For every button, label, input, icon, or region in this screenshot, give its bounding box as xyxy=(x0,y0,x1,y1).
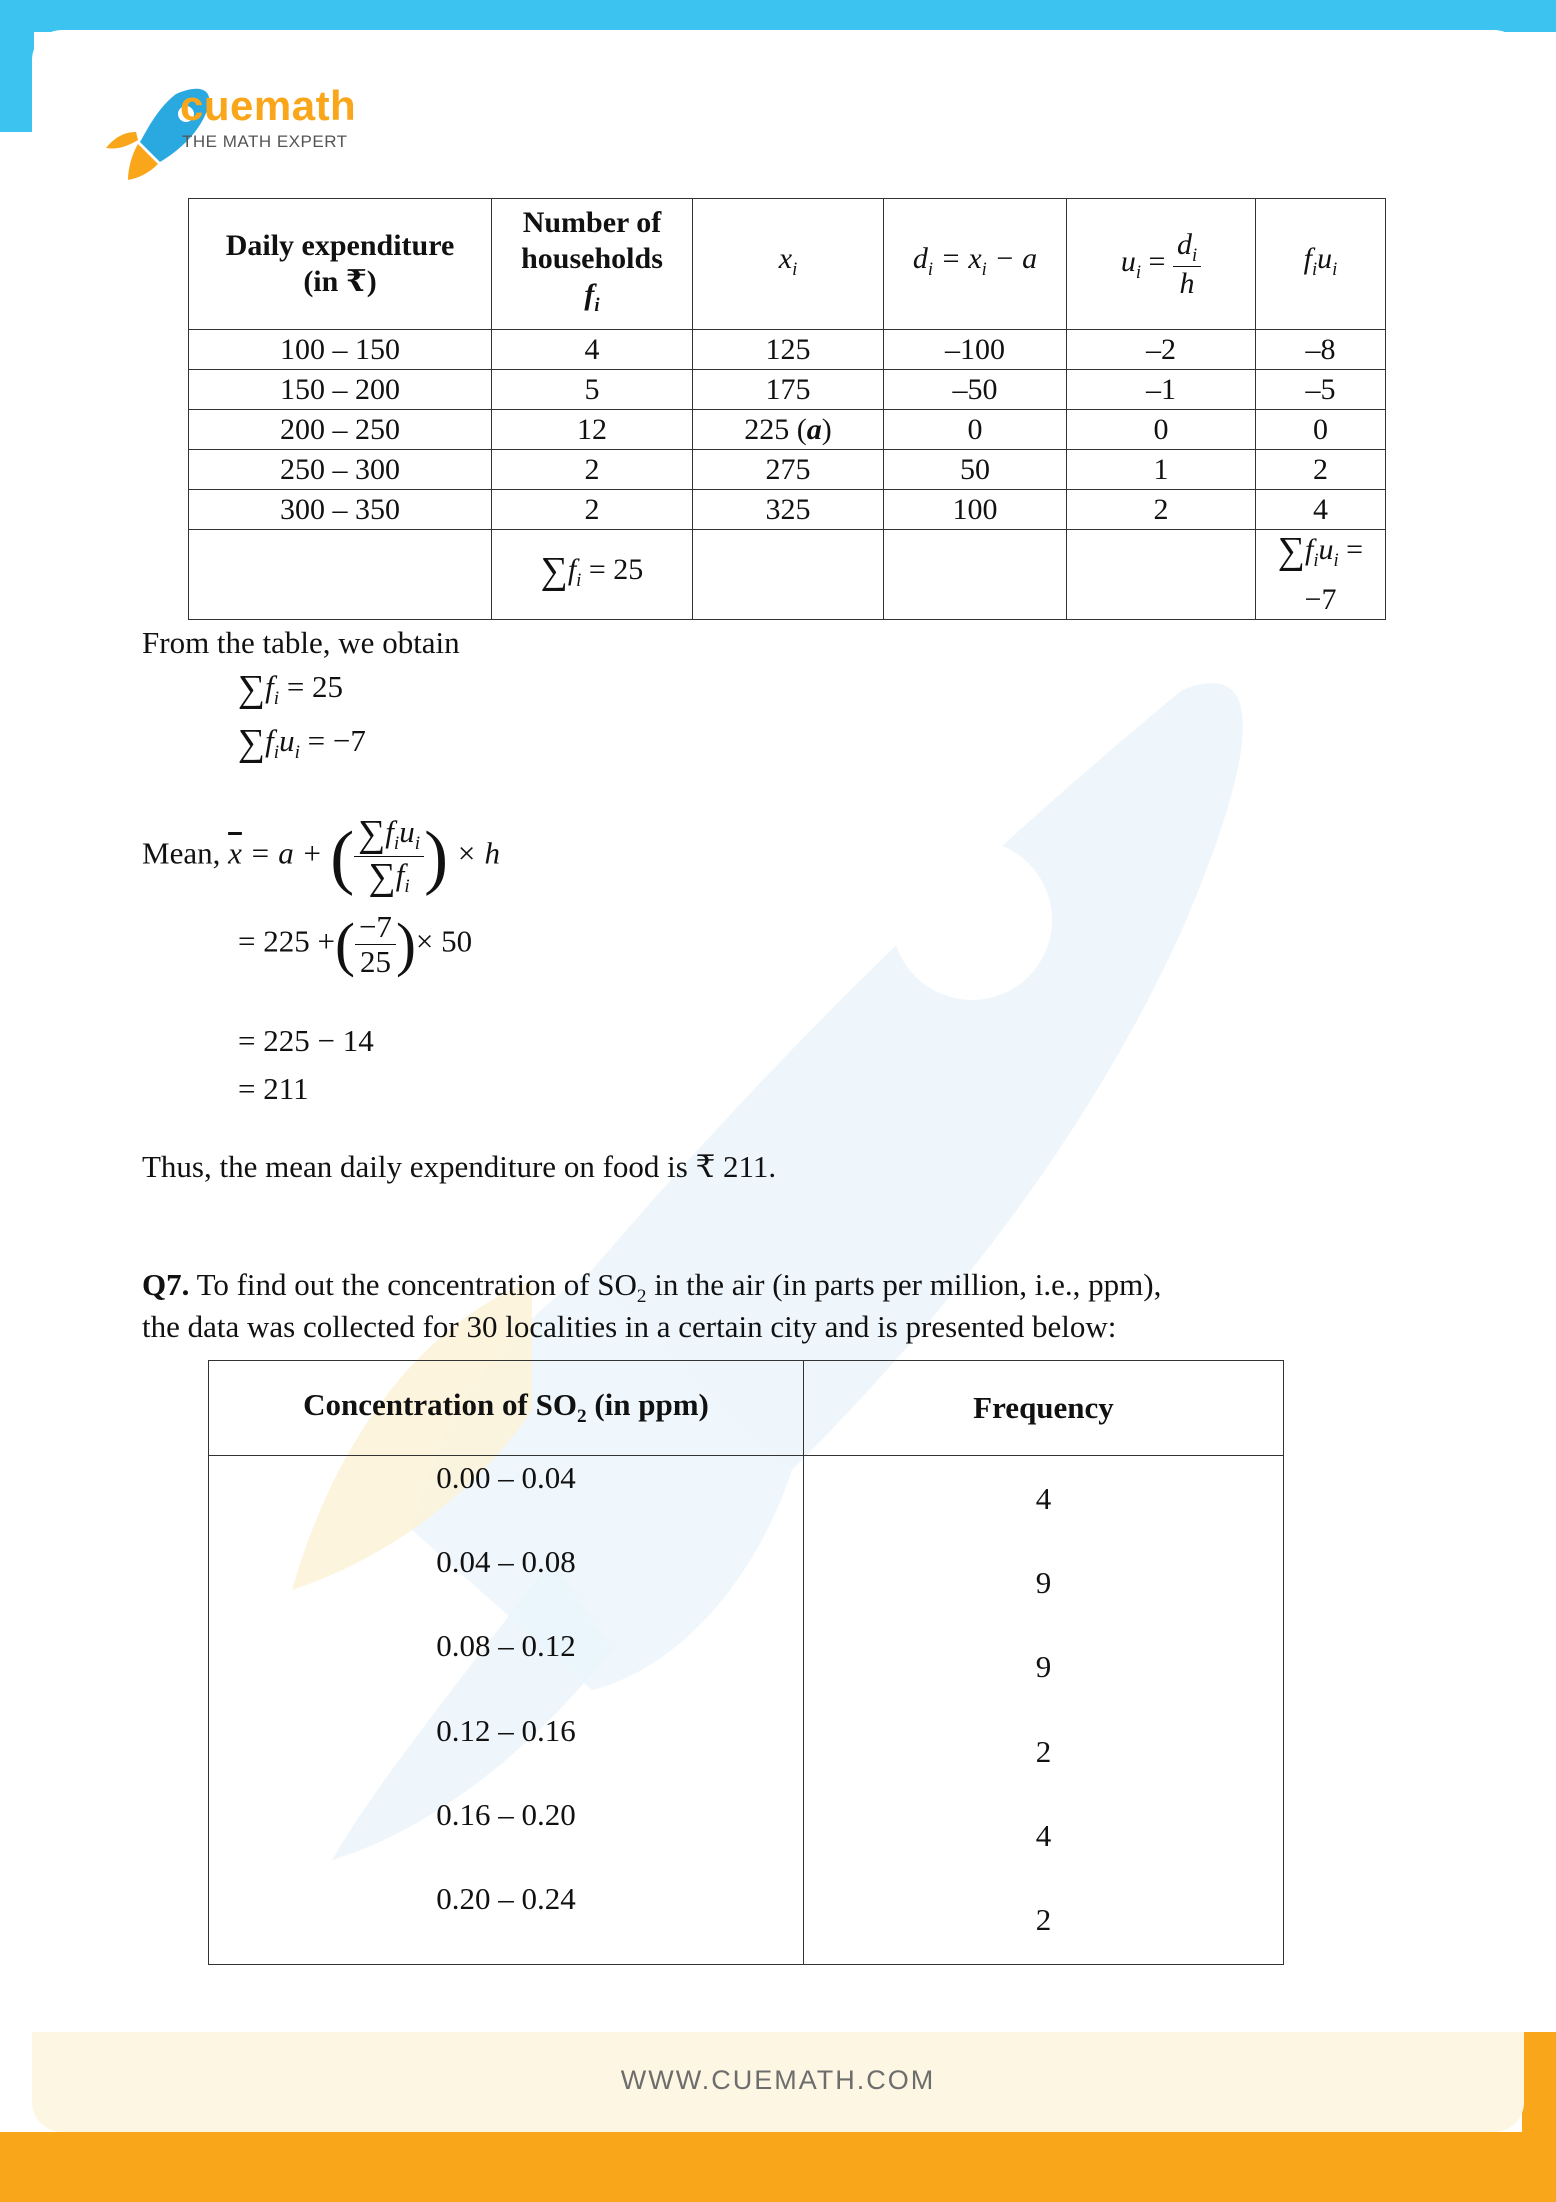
mean-step3: = 211 xyxy=(238,1071,309,1106)
top-frame-band xyxy=(0,0,1556,32)
brand-tagline: THE MATH EXPERT xyxy=(182,132,348,151)
table-header-row xyxy=(209,1361,1284,1456)
table-sum-row xyxy=(189,530,1386,620)
list-item: 0.04 – 0.08 xyxy=(436,1544,576,1579)
mean-formula: Mean, $\overline{x} = a$ + ( $\frac{\sum f_iu_i}{\sum f_i}$ ) × h xyxy=(142,813,500,898)
question-7-line1: Q7. To find out the concentration of $SO_2$ in the air (in parts per million, i.e., ppm), xyxy=(142,1267,1162,1308)
left-frame-band xyxy=(0,0,34,132)
sum-f-line: $\sum f_i = 25$ xyxy=(238,668,344,710)
list-item: 0.12 – 0.16 xyxy=(436,1713,576,1748)
mean-step1: = 225 +( $\frac{-7}{25}$ )× 50 xyxy=(238,909,473,980)
so2-concentration-table xyxy=(208,1360,1284,1965)
list-item: 0.08 – 0.12 xyxy=(436,1628,576,1663)
table-row: 100 – 150 4 125 –100 –2 –8 xyxy=(189,330,1386,370)
sum-fu-cell: $\sum f_iu_i = -7$ xyxy=(1256,530,1386,620)
question-7-line2: the data was collected for 30 localities in a certain city and is presented below: xyxy=(142,1309,1117,1344)
header-frequency: Frequency xyxy=(804,1361,1284,1456)
solution-conclusion: Thus, the mean daily expenditure on food is ₹ 211. xyxy=(142,1149,777,1184)
page-sheet xyxy=(32,30,1524,2132)
solution-intro: From the table, we obtain xyxy=(142,625,460,660)
frequency-column xyxy=(804,1456,1284,1965)
header-ui: $u_i$ = $\frac{d_i}{h}$ xyxy=(1067,199,1256,330)
table-row: 300 – 350 2 325 100 2 4 xyxy=(189,490,1386,530)
list-item: 0.20 – 0.24 xyxy=(436,1881,576,1916)
list-item: 2 xyxy=(1035,1902,1052,1937)
expenditure-table xyxy=(188,198,1386,620)
table-row: 200 – 250 12 225 (a) 0 0 0 xyxy=(189,410,1386,450)
bottom-frame-band xyxy=(0,2132,1556,2202)
table-row: 150 – 200 5 175 –50 –1 –5 xyxy=(189,370,1386,410)
list-item: 9 xyxy=(1035,1565,1052,1600)
list-item: 2 xyxy=(1035,1734,1052,1769)
table-body-row xyxy=(209,1456,1284,1965)
footer-url: WWW.CUEMATH.COM xyxy=(620,2065,936,2095)
header-fiui: $f_iu_i$ xyxy=(1256,199,1386,330)
right-frame-band xyxy=(1522,2032,1556,2202)
list-item: 4 xyxy=(1035,1818,1052,1853)
sum-fu-line: $\sum f_iu_i = -7$ xyxy=(238,722,366,764)
table-row: 250 – 300 2 275 50 1 2 xyxy=(189,450,1386,490)
brand-name: cuemath xyxy=(180,82,357,129)
header-xi: $x_i$ xyxy=(693,199,884,330)
list-item: 9 xyxy=(1035,1649,1052,1684)
header-di: $d_i = x_i - a$ xyxy=(884,199,1067,330)
list-item: 4 xyxy=(1035,1481,1052,1516)
assumed-mean-cell: 225 (a) xyxy=(693,410,884,450)
mean-step2: = 225 − 14 xyxy=(238,1023,374,1058)
header-concentration: Concentration of $SO_2$ (in ppm) xyxy=(209,1361,804,1456)
sum-f-cell: $\sum f_i = 25$ xyxy=(492,530,693,620)
concentration-column xyxy=(209,1456,804,1965)
footer xyxy=(32,2032,1524,2132)
header-expenditure: Daily expenditure (in ₹) xyxy=(189,199,492,330)
table-header-row xyxy=(189,199,1386,330)
list-item: 0.16 – 0.20 xyxy=(436,1797,576,1832)
header-households: Number of households $f_i$ xyxy=(492,199,693,330)
list-item: 0.00 – 0.04 xyxy=(436,1460,576,1495)
